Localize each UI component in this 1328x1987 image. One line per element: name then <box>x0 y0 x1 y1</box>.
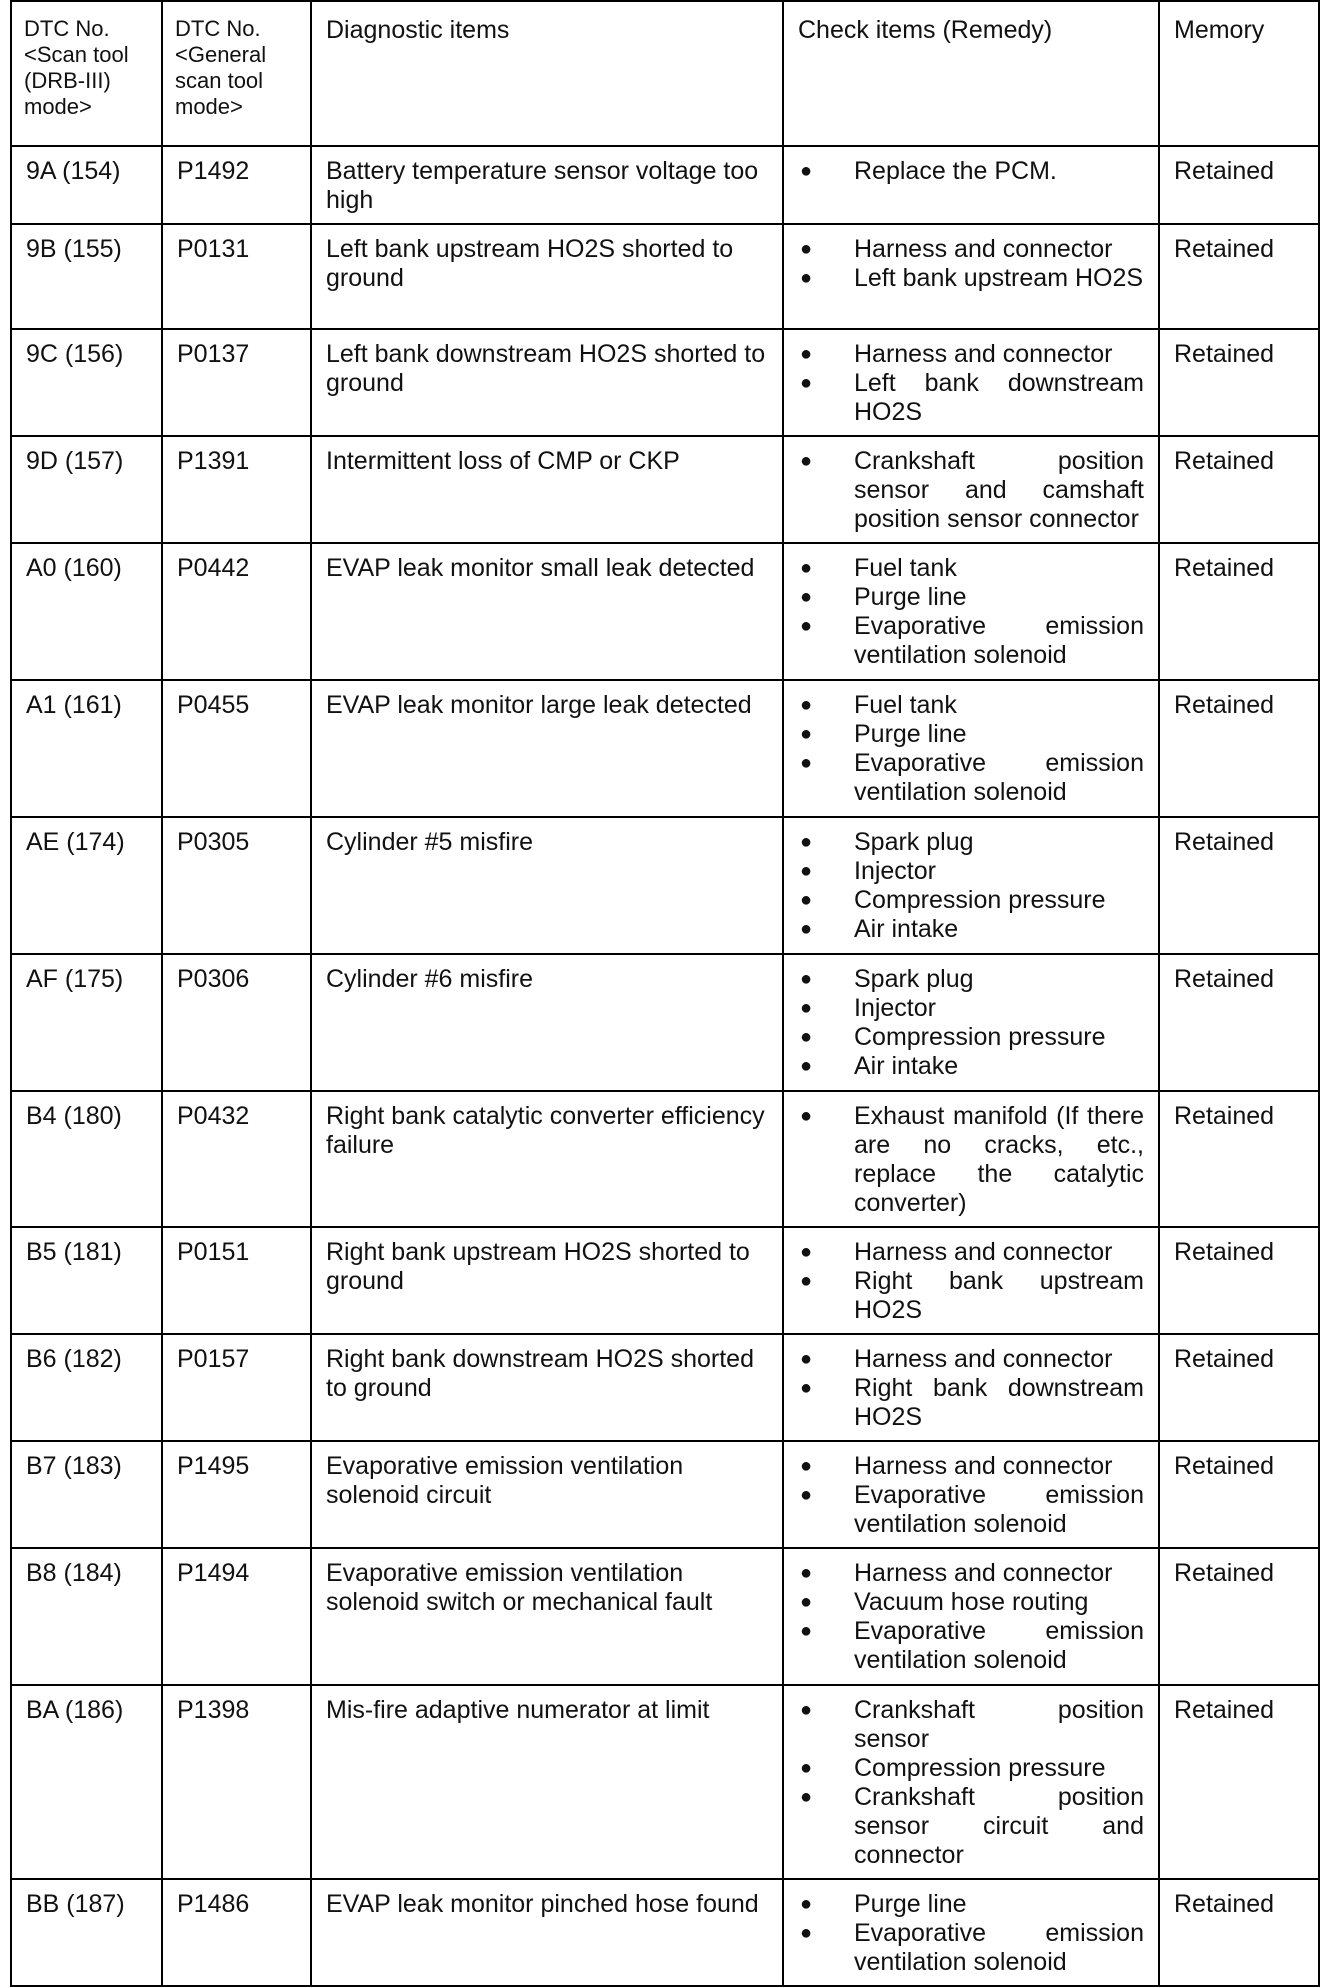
dtc-scan-tool-code: B8 (184) <box>11 1548 162 1685</box>
dtc-scan-tool-code: B7 (183) <box>11 1441 162 1548</box>
header-row <box>11 1 1319 146</box>
diagnostic-item: Intermittent loss of CMP or CKP <box>311 436 783 543</box>
header-scan-tool: DTC No. <Scan tool (DRB-III) mode> <box>11 1 162 146</box>
diagnostic-item: Battery temperature sensor voltage too high <box>311 146 783 224</box>
dtc-scan-tool-code: A0 (160) <box>11 543 162 680</box>
check-item: ● Left bank downstream HO2S <box>798 369 1144 427</box>
diagnostic-item: Evaporative emission ventilation solenoid switch or mechanical fault <box>311 1548 783 1685</box>
diagnostic-item: EVAP leak monitor small leak detected <box>311 543 783 680</box>
dtc-general-code: P0137 <box>162 329 311 436</box>
check-item: ● Left bank upstream HO2S <box>798 264 1144 293</box>
check-items-cell <box>783 1227 1159 1334</box>
dtc-general-code: P0432 <box>162 1091 311 1227</box>
check-item: ● Crankshaft position sensor circuit and connector <box>798 1783 1144 1870</box>
dtc-general-code: P0157 <box>162 1334 311 1441</box>
check-item: ● Harness and connector <box>798 1238 1144 1267</box>
diagnostic-item: Cylinder #6 misfire <box>311 954 783 1091</box>
check-item: ● Harness and connector <box>798 1452 1144 1481</box>
check-items-cell <box>783 817 1159 954</box>
memory-status: Retained <box>1159 1334 1319 1441</box>
check-item: ● Evaporative emission ventilation solenoid <box>798 1919 1144 1977</box>
diagnostic-item: EVAP leak monitor pinched hose found <box>311 1879 783 1986</box>
check-items-list <box>798 235 1144 293</box>
diagnostic-item: Left bank upstream HO2S shorted to ground <box>311 224 783 329</box>
header-general-scan-tool: DTC No. <General scan tool mode> <box>162 1 311 146</box>
memory-status: Retained <box>1159 1441 1319 1548</box>
diagnostic-item: Cylinder #5 misfire <box>311 817 783 954</box>
dtc-scan-tool-code: B5 (181) <box>11 1227 162 1334</box>
dtc-table <box>10 0 1320 1987</box>
header-check-items: Check items (Remedy) <box>783 1 1159 146</box>
memory-status: Retained <box>1159 1879 1319 1986</box>
memory-status: Retained <box>1159 224 1319 329</box>
check-items-list <box>798 157 1144 186</box>
check-item: ● Compression pressure <box>798 1023 1144 1052</box>
check-item: ● Evaporative emission ventilation solenoid <box>798 1481 1144 1539</box>
check-item: ● Replace the PCM. <box>798 157 1144 186</box>
dtc-scan-tool-code: AF (175) <box>11 954 162 1091</box>
check-item: ● Fuel tank <box>798 554 1144 583</box>
check-items-list <box>798 1890 1144 1977</box>
memory-status: Retained <box>1159 680 1319 817</box>
table-row <box>11 329 1319 436</box>
check-item: ● Air intake <box>798 915 1144 944</box>
dtc-general-code: P1398 <box>162 1685 311 1879</box>
dtc-scan-tool-code: BB (187) <box>11 1879 162 1986</box>
table-row <box>11 1685 1319 1879</box>
table-row <box>11 1441 1319 1548</box>
check-items-cell <box>783 329 1159 436</box>
check-items-cell <box>783 146 1159 224</box>
check-items-cell <box>783 1548 1159 1685</box>
check-item: ● Evaporative emission ventilation solenoid <box>798 612 1144 670</box>
table-row <box>11 146 1319 224</box>
dtc-scan-tool-code: B4 (180) <box>11 1091 162 1227</box>
check-item: ● Harness and connector <box>798 1345 1144 1374</box>
check-items-list <box>798 1102 1144 1218</box>
check-items-cell <box>783 1685 1159 1879</box>
dtc-general-code: P1495 <box>162 1441 311 1548</box>
check-item: ● Evaporative emission ventilation solenoid <box>798 1617 1144 1675</box>
check-items-cell <box>783 1879 1159 1986</box>
table-row <box>11 954 1319 1091</box>
table-row <box>11 1334 1319 1441</box>
check-items-list <box>798 340 1144 427</box>
memory-status: Retained <box>1159 146 1319 224</box>
check-item: ● Purge line <box>798 583 1144 612</box>
check-items-list <box>798 1559 1144 1675</box>
check-item: ● Crankshaft position sensor <box>798 1696 1144 1754</box>
table-row <box>11 543 1319 680</box>
table-body <box>11 146 1319 1986</box>
diagnostic-item: Evaporative emission ventilation solenoid circuit <box>311 1441 783 1548</box>
check-item: ● Evaporative emission ventilation solenoid <box>798 749 1144 807</box>
check-item: ● Injector <box>798 994 1144 1023</box>
table-row <box>11 224 1319 329</box>
diagnostic-item: Right bank catalytic converter efficiency failure <box>311 1091 783 1227</box>
header-diagnostic-items: Diagnostic items <box>311 1 783 146</box>
dtc-general-code: P0306 <box>162 954 311 1091</box>
dtc-general-code: P1486 <box>162 1879 311 1986</box>
check-items-cell <box>783 543 1159 680</box>
diagnostic-item: Right bank upstream HO2S shorted to ground <box>311 1227 783 1334</box>
check-item: ● Compression pressure <box>798 886 1144 915</box>
dtc-scan-tool-code: 9D (157) <box>11 436 162 543</box>
table-row <box>11 436 1319 543</box>
memory-status: Retained <box>1159 436 1319 543</box>
check-items-cell <box>783 954 1159 1091</box>
check-item: ● Purge line <box>798 1890 1144 1919</box>
check-item: ● Harness and connector <box>798 340 1144 369</box>
diagnostic-item: Mis-fire adaptive numerator at limit <box>311 1685 783 1879</box>
table-row <box>11 1227 1319 1334</box>
document-page <box>10 0 1318 1987</box>
check-items-cell <box>783 224 1159 329</box>
check-items-cell <box>783 680 1159 817</box>
check-item: ● Air intake <box>798 1052 1144 1081</box>
check-item: ● Injector <box>798 857 1144 886</box>
dtc-general-code: P1391 <box>162 436 311 543</box>
memory-status: Retained <box>1159 1091 1319 1227</box>
check-items-list <box>798 691 1144 807</box>
dtc-scan-tool-code: BA (186) <box>11 1685 162 1879</box>
dtc-scan-tool-code: 9A (154) <box>11 146 162 224</box>
table-row <box>11 1091 1319 1227</box>
check-items-list <box>798 554 1144 670</box>
check-items-cell <box>783 1091 1159 1227</box>
memory-status: Retained <box>1159 1227 1319 1334</box>
dtc-general-code: P0305 <box>162 817 311 954</box>
check-item: ● Spark plug <box>798 828 1144 857</box>
check-items-list <box>798 1345 1144 1432</box>
table-row <box>11 817 1319 954</box>
check-items-list <box>798 1452 1144 1539</box>
diagnostic-item: Right bank downstream HO2S shorted to ground <box>311 1334 783 1441</box>
memory-status: Retained <box>1159 1685 1319 1879</box>
table-row <box>11 1879 1319 1986</box>
dtc-scan-tool-code: A1 (161) <box>11 680 162 817</box>
check-items-list <box>798 828 1144 944</box>
dtc-general-code: P1492 <box>162 146 311 224</box>
check-item: ● Fuel tank <box>798 691 1144 720</box>
check-item: ● Spark plug <box>798 965 1144 994</box>
check-items-cell <box>783 1441 1159 1548</box>
table-row <box>11 680 1319 817</box>
dtc-scan-tool-code: 9C (156) <box>11 329 162 436</box>
memory-status: Retained <box>1159 543 1319 680</box>
check-items-cell <box>783 1334 1159 1441</box>
dtc-general-code: P0131 <box>162 224 311 329</box>
check-items-list <box>798 447 1144 534</box>
memory-status: Retained <box>1159 817 1319 954</box>
check-item: ● Right bank downstream HO2S <box>798 1374 1144 1432</box>
dtc-general-code: P0442 <box>162 543 311 680</box>
check-items-cell <box>783 436 1159 543</box>
dtc-general-code: P0455 <box>162 680 311 817</box>
check-items-list <box>798 1238 1144 1325</box>
dtc-scan-tool-code: AE (174) <box>11 817 162 954</box>
diagnostic-item: Left bank downstream HO2S shorted to ground <box>311 329 783 436</box>
dtc-general-code: P0151 <box>162 1227 311 1334</box>
table-row <box>11 1548 1319 1685</box>
dtc-scan-tool-code: B6 (182) <box>11 1334 162 1441</box>
diagnostic-item: EVAP leak monitor large leak detected <box>311 680 783 817</box>
check-item: ● Compression pressure <box>798 1754 1144 1783</box>
dtc-scan-tool-code: 9B (155) <box>11 224 162 329</box>
check-items-list <box>798 1696 1144 1870</box>
check-item: ● Crankshaft position sensor and camshaft position sensor connector <box>798 447 1144 534</box>
header-memory: Memory <box>1159 1 1319 146</box>
check-item: ● Harness and connector <box>798 235 1144 264</box>
check-item: ● Purge line <box>798 720 1144 749</box>
check-item: ● Exhaust manifold (If there are no cracks, etc., replace the catalytic converter) <box>798 1102 1144 1218</box>
dtc-general-code: P1494 <box>162 1548 311 1685</box>
memory-status: Retained <box>1159 1548 1319 1685</box>
check-item: ● Right bank upstream HO2S <box>798 1267 1144 1325</box>
check-item: ● Harness and connector <box>798 1559 1144 1588</box>
check-items-list <box>798 965 1144 1081</box>
memory-status: Retained <box>1159 329 1319 436</box>
memory-status: Retained <box>1159 954 1319 1091</box>
check-item: ● Vacuum hose routing <box>798 1588 1144 1617</box>
